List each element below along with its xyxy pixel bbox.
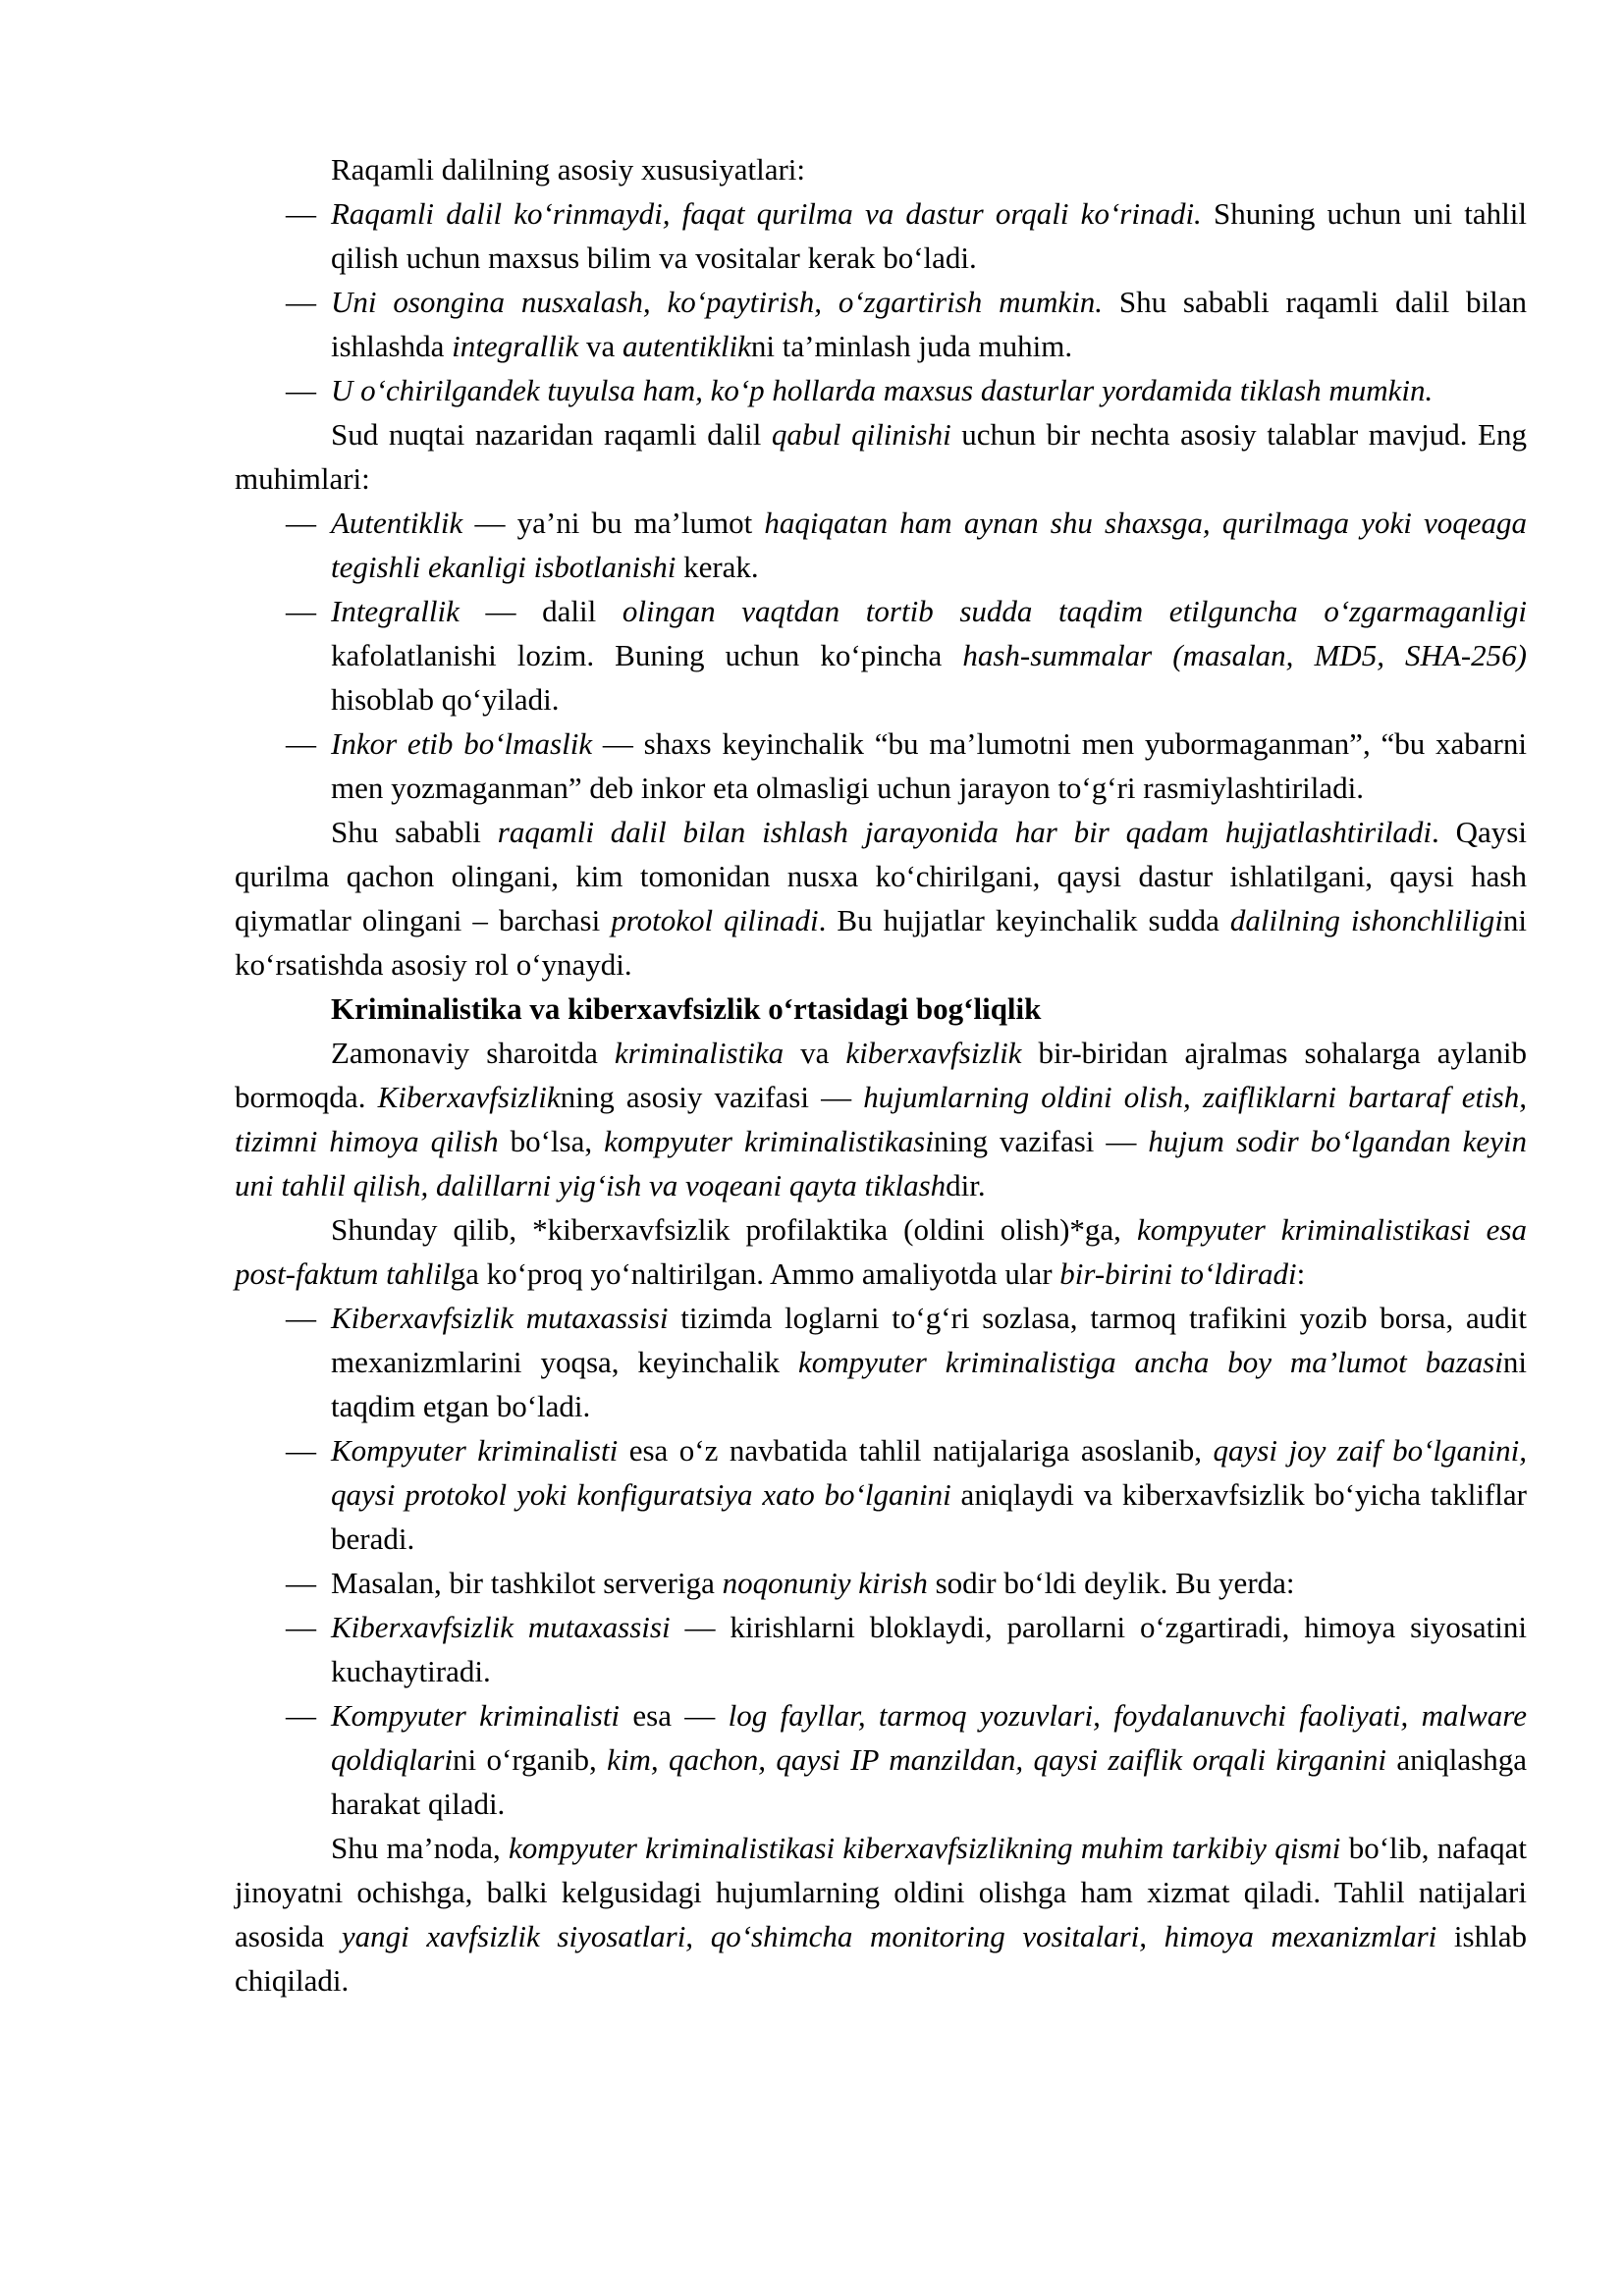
- list-dash: —: [286, 196, 316, 231]
- text-run: — kirishlarni bloklaydi, parollarni o‘zgartiradi, himoya siyosatini kuchaytiradi.: [331, 1610, 1527, 1688]
- text-run: ning asosiy vazifasi —: [560, 1080, 864, 1114]
- text-run: — dalil: [459, 594, 623, 628]
- text-run: ni o‘rganib,: [453, 1742, 608, 1777]
- text-run: va: [784, 1036, 846, 1070]
- text-run: Shu sababli raqamli dalil bilan ishlashda: [331, 285, 1527, 363]
- text-run: kafolatlanishi lozim. Buning uchun ko‘pincha: [331, 638, 963, 672]
- list-dash: —: [286, 1433, 316, 1468]
- italic-text: qabul qilinishi: [771, 417, 951, 452]
- italic-text: Kompyuter kriminalisti: [331, 1698, 621, 1733]
- text-run: dir.: [946, 1168, 986, 1202]
- italic-text: Uni osongina nusxalash, ko‘paytirish, o‘zgartirish mumkin.: [331, 285, 1103, 319]
- list-item: [235, 280, 1527, 368]
- text-run: Zamonaviy sharoitda: [331, 1036, 615, 1070]
- italic-text: raqamli dalil bilan ishlash jarayonida har bir qadam hujjatlashtiriladi: [497, 815, 1433, 849]
- list-dash: —: [286, 285, 316, 319]
- italic-text: dalilning ishonchliligi: [1229, 903, 1503, 937]
- italic-text: protokol qilinadi: [611, 903, 819, 937]
- italic-text: haqiqatan ham aynan shu shaxsga, qurilmaga yoki voqeaga tegishli ekanligi isbotlanishi: [331, 506, 1528, 584]
- paragraph: [235, 810, 1527, 987]
- text-run: hisoblab qo‘yiladi.: [331, 682, 560, 717]
- text-run: :: [1296, 1256, 1306, 1291]
- document-page: [235, 147, 1527, 2002]
- text-run: Shu sababli: [331, 815, 498, 849]
- list-item: [235, 1561, 1527, 1605]
- text-run: ishlab chiqiladi.: [235, 1919, 1527, 1998]
- list-dash: —: [286, 726, 316, 761]
- list-item: [235, 1296, 1527, 1428]
- list-dash: —: [286, 1566, 316, 1600]
- paragraph: [235, 1207, 1527, 1296]
- text-run: tizimda loglarni to‘g‘ri sozlasa, tarmoq trafikini yozib borsa, audit mexanizmlarini yoqsa, keyinchalik: [331, 1301, 1527, 1379]
- text-run: Masalan, bir tashkilot serveriga: [331, 1566, 723, 1600]
- list-item: [235, 368, 1527, 412]
- text-run: ni taqdim etgan bo‘ladi.: [331, 1345, 1527, 1423]
- text-run: Shuning uchun uni tahlil qilish uchun maxsus bilim va vositalar kerak bo‘ladi.: [331, 196, 1527, 275]
- italic-text: Kiberxavfsizlik: [377, 1080, 561, 1114]
- text-run: . Bu hujjatlar keyinchalik sudda: [818, 903, 1230, 937]
- list-item: [235, 1693, 1527, 1826]
- italic-text: kompyuter kriminalistikasi: [604, 1124, 934, 1158]
- text-run: aniqlashga harakat qiladi.: [331, 1742, 1527, 1821]
- list-dash: —: [286, 373, 316, 407]
- list-dash: —: [286, 506, 316, 540]
- italic-text: olingan vaqtdan tortib sudda taqdim etilguncha o‘zgarmaganligi: [622, 594, 1527, 628]
- text-run: . Qaysi qurilma qachon olingani, kim tomonidan nusxa ko‘chirilgani, qaysi dastur ishlatilgani, qaysi hash qiymatlar olingani – barchasi: [235, 815, 1527, 937]
- text-run: ni ta’minlash juda muhim.: [750, 329, 1073, 363]
- italic-text: Inkor etib bo‘lmaslik: [331, 726, 593, 761]
- text-run: uchun bir nechta asosiy talablar mavjud. Eng muhimlari:: [235, 417, 1527, 496]
- italic-text: Autentiklik: [331, 506, 463, 540]
- text-run: bir-biridan ajralmas sohalarga aylanib bormoqda.: [235, 1036, 1528, 1114]
- text-run: Shunday qilib, *kiberxavfsizlik profilaktika (oldini olish)*ga,: [331, 1212, 1137, 1247]
- italic-text: kiberxavfsizlik: [845, 1036, 1022, 1070]
- list-dash: —: [286, 594, 316, 628]
- list-item: [235, 1605, 1527, 1693]
- paragraph: [235, 1826, 1527, 2002]
- italic-text: Integrallik: [331, 594, 460, 628]
- list-item: [235, 1428, 1527, 1561]
- text-run: kerak.: [676, 550, 759, 584]
- text-run: ga ko‘proq yo‘naltirilgan. Ammo amaliyotda ular: [450, 1256, 1060, 1291]
- text-run: va: [578, 329, 623, 363]
- text-run: — ya’ni bu ma’lumot: [462, 506, 765, 540]
- list-item: [235, 191, 1527, 280]
- italic-text: kompyuter kriminalistikasi kiberxavfsizlikning muhim tarkibiy qismi: [509, 1831, 1341, 1865]
- text-run: aniqlaydi va kiberxavfsizlik bo‘yicha takliflar beradi.: [331, 1477, 1527, 1556]
- italic-text: kompyuter kriminalistiga ancha boy ma’lumot bazasi: [797, 1345, 1503, 1379]
- text-run: esa o‘z navbatida tahlil natijalariga asoslanib,: [618, 1433, 1214, 1468]
- list-dash: —: [286, 1301, 316, 1335]
- italic-text: noqonuniy kirish: [722, 1566, 928, 1600]
- text-run: sodir bo‘ldi deylik. Bu yerda:: [927, 1566, 1295, 1600]
- section-heading: [235, 987, 1527, 1031]
- italic-text: hash-summalar (masalan, MD5, SHA-256): [962, 638, 1527, 672]
- text-run: ni ko‘rsatishda asosiy rol o‘ynaydi.: [235, 903, 1527, 982]
- text-run: bo‘lsa,: [498, 1124, 605, 1158]
- italic-text: Kiberxavfsizlik mutaxassisi: [331, 1610, 671, 1644]
- italic-text: hujum sodir bo‘lgandan keyin uni tahlil qilish, dalillarni yig‘ish va voqeani qayta tiklash: [235, 1124, 1527, 1202]
- italic-text: autentiklik: [623, 329, 751, 363]
- paragraph: [235, 412, 1527, 501]
- italic-text: hujumlarning oldini olish, zaifliklarni bartaraf etish, tizimni himoya qilish: [235, 1080, 1527, 1158]
- italic-text: log fayllar, tarmoq yozuvlari, foydalanuvchi faoliyati, malware qoldiqlari: [331, 1698, 1527, 1777]
- paragraph: [235, 147, 1527, 191]
- list-item: [235, 501, 1527, 589]
- list-item: [235, 721, 1527, 810]
- italic-text: kompyuter kriminalistikasi esa post-faktum tahlil: [235, 1212, 1527, 1291]
- text-run: Raqamli dalilning asosiy xususiyatlari:: [331, 152, 806, 187]
- text-run: Shu ma’noda,: [331, 1831, 510, 1865]
- text-run: Sud nuqtai nazaridan raqamli dalil: [331, 417, 772, 452]
- text-run: bo‘lib, nafaqat jinoyatni ochishga, balki kelgusidagi hujumlarning oldini olishga ham xizmat qiladi. Tahlil natijalari asosida: [235, 1831, 1528, 1953]
- list-item: [235, 589, 1527, 721]
- list-dash: —: [286, 1610, 316, 1644]
- paragraph: [235, 1031, 1527, 1207]
- text-run: ning vazifasi —: [933, 1124, 1149, 1158]
- italic-text: yangi xavfsizlik siyosatlari, qo‘shimcha monitoring vositalari, himoya mexanizmlari: [341, 1919, 1437, 1953]
- italic-text: qaysi joy zaif bo‘lganini, qaysi protokol yoki konfiguratsiya xato bo‘lganini: [331, 1433, 1527, 1512]
- italic-text: Kompyuter kriminalisti: [331, 1433, 619, 1468]
- italic-text: bir-birini to‘ldiradi: [1059, 1256, 1297, 1291]
- italic-text: Raqamli dalil ko‘rinmaydi, faqat qurilma va dastur orqali ko‘rinadi.: [331, 196, 1202, 231]
- italic-text: kriminalistika: [614, 1036, 785, 1070]
- italic-text: kim, qachon, qaysi IP manzildan, qaysi zaiflik orqali kirganini: [607, 1742, 1387, 1777]
- text-run: Kriminalistika va kiberxavfsizlik o‘rtasidagi bog‘liqlik: [331, 991, 1042, 1026]
- text-run: — shaxs keyinchalik “bu ma’lumotni men yubormaganman”, “bu xabarni men yozmaganman” deb inkor eta olmasligi uchun jarayon to‘g‘ri rasmiylashtiriladi.: [331, 726, 1527, 805]
- list-dash: —: [286, 1698, 316, 1733]
- italic-text: Kiberxavfsizlik mutaxassisi: [331, 1301, 669, 1335]
- text-run: esa —: [620, 1698, 729, 1733]
- italic-text: integrallik: [452, 329, 579, 363]
- italic-text: U o‘chirilgandek tuyulsa ham, ko‘p hollarda maxsus dasturlar yordamida tiklash mumkin.: [331, 373, 1434, 407]
